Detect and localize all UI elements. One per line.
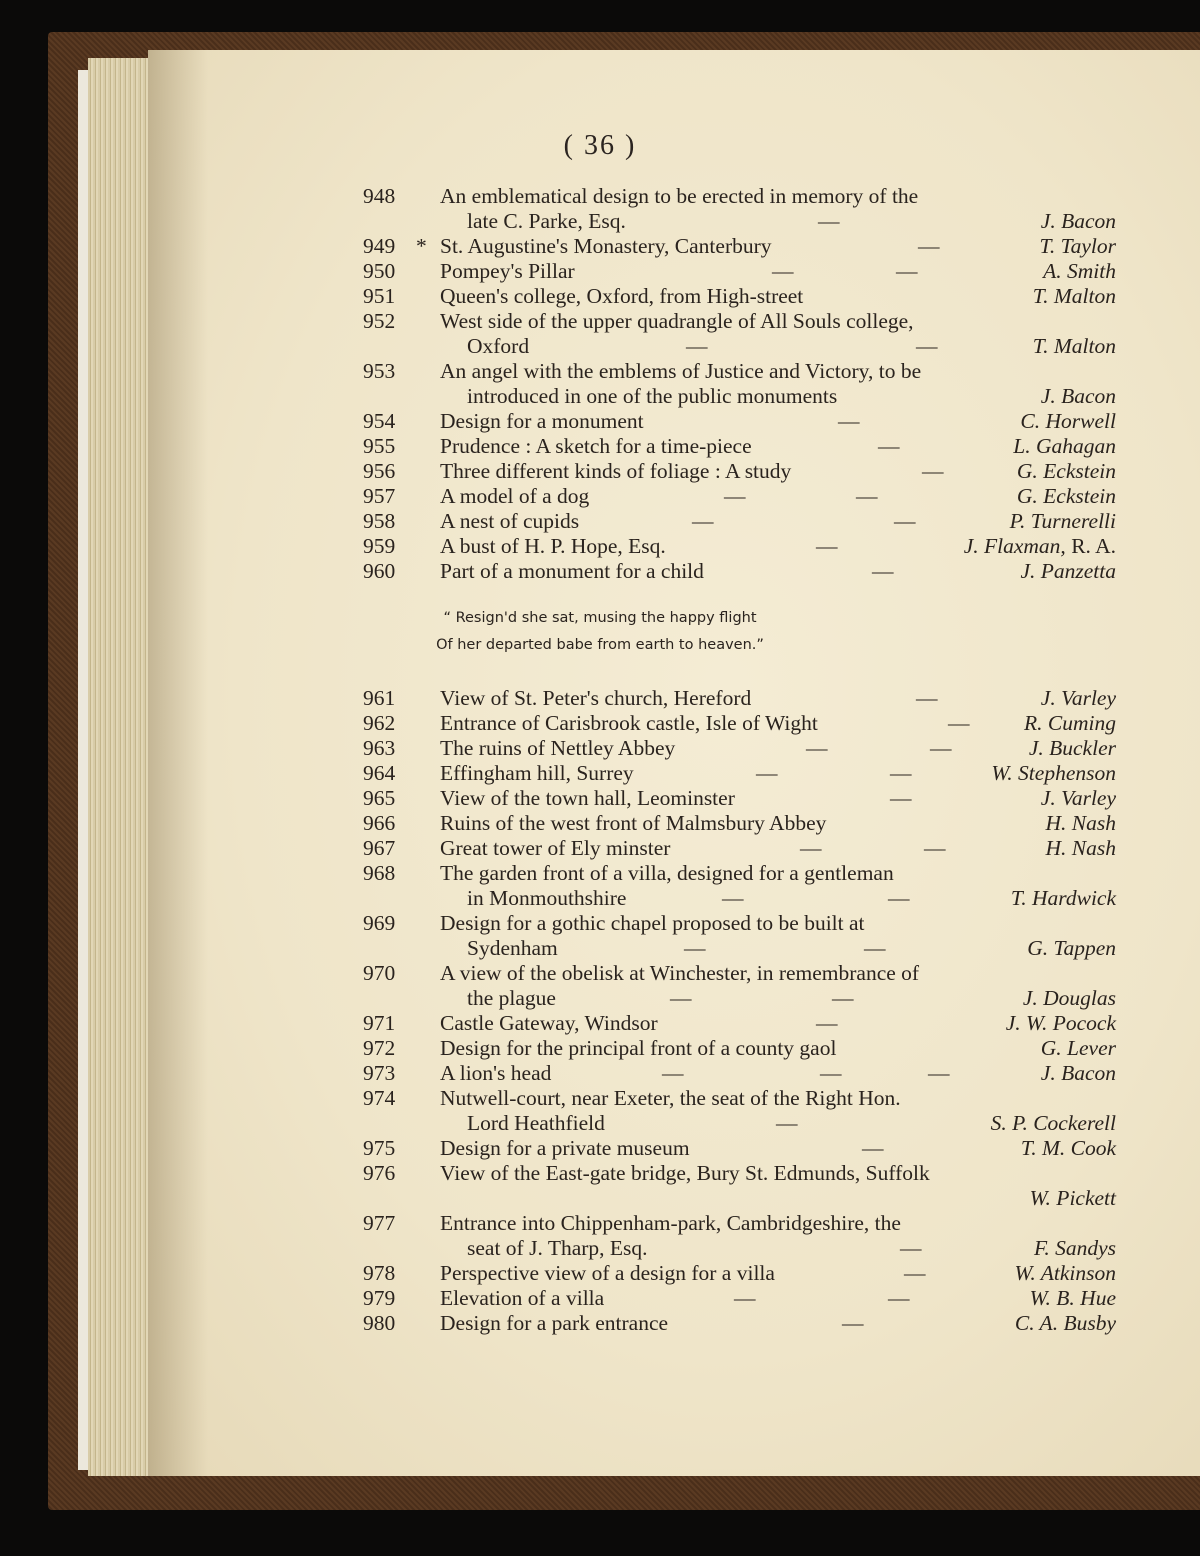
artist-name: J. Varley (1040, 686, 1116, 710)
catalogue-number: 950 (363, 259, 396, 283)
artist-suffix: R. A. (1071, 534, 1116, 558)
entry-title: Design for a gothic chapel proposed to be built at (440, 911, 865, 935)
em-dash: — (878, 434, 900, 458)
em-dash: — (756, 761, 778, 785)
entry-title: View of the town hall, Leominster (440, 786, 735, 810)
artist-name: R. Cuming (1024, 711, 1116, 735)
em-dash: — (842, 1311, 864, 1335)
em-dash: — (816, 1011, 838, 1035)
artist-row (0, 986, 1200, 1012)
entry-title: Three different kinds of foliage : A study (440, 459, 792, 483)
em-dash: — (904, 1261, 926, 1285)
catalogue-number: 959 (363, 534, 396, 558)
artist-name: J. Panzetta (1020, 559, 1116, 583)
artist-name: J. Bacon (1040, 1061, 1116, 1085)
em-dash: — (928, 1061, 950, 1085)
artist-row (0, 761, 1200, 787)
artist-name: J. Bacon (1040, 209, 1116, 233)
catalogue-number: 968 (363, 861, 396, 885)
bottom-entry-977 (0, 1211, 1200, 1237)
catalogue-number: 965 (363, 786, 396, 810)
artist-name: J. W. Pocock (1005, 1011, 1116, 1035)
artist-row (0, 234, 1200, 260)
artist-row (0, 334, 1200, 360)
entry-title: A lion's head (440, 1061, 552, 1085)
artist-name: G. Eckstein (1016, 484, 1116, 508)
em-dash: — (662, 1061, 684, 1085)
entry-title: Perspective view of a design for a villa (440, 1261, 775, 1285)
em-dash: — (776, 1111, 798, 1135)
catalogue-number: 976 (363, 1161, 396, 1185)
em-dash: — (832, 986, 854, 1010)
entry-title: Entrance of Carisbrook castle, Isle of Wight (440, 711, 818, 735)
artist-row (0, 886, 1200, 912)
artist-row (0, 509, 1200, 535)
artist-name: J. Bacon (1040, 384, 1116, 408)
entry-title-line: seat of J. Tharp, Esq. (467, 1236, 648, 1260)
artist-row (0, 409, 1200, 435)
em-dash: — (686, 334, 708, 358)
catalogue-number: 961 (363, 686, 396, 710)
catalogue-number: 974 (363, 1086, 396, 1110)
artist-row (0, 459, 1200, 485)
em-dash: — (724, 484, 746, 508)
catalogue-number: 978 (363, 1261, 396, 1285)
em-dash: — (872, 559, 894, 583)
catalogue-number: 969 (363, 911, 396, 935)
quote-line-2: Of her departed babe from earth to heaven.” (436, 637, 764, 653)
artist-name: W. Atkinson (1014, 1261, 1116, 1285)
catalogue-number: 951 (363, 284, 396, 308)
em-dash: — (930, 736, 952, 760)
artist-name: G. Lever (1040, 1036, 1116, 1060)
entry-title: A model of a dog (440, 484, 590, 508)
catalogue-number: 949 (363, 234, 396, 258)
em-dash: — (684, 936, 706, 960)
entry-title-line: the plague (467, 986, 556, 1010)
em-dash: — (734, 1286, 756, 1310)
artist-name: G. Eckstein (1016, 459, 1116, 483)
entry-title: Design for a park entrance (440, 1311, 669, 1335)
artist-row (0, 1036, 1200, 1062)
bottom-entry-976 (0, 1161, 1200, 1187)
em-dash: — (772, 259, 794, 283)
catalogue-number: 975 (363, 1136, 396, 1160)
top-entry-952 (0, 309, 1200, 335)
entry-title: Ruins of the west front of Malmsbury Abbey (440, 811, 827, 835)
entry-title-line: Oxford (467, 334, 530, 358)
artist-name: T. Malton (1032, 284, 1116, 308)
artist-name: J. Flaxman, R. A. (963, 534, 1116, 558)
quote-line-1: “ Resign'd she sat, musing the happy flight (443, 610, 757, 626)
catalogue-number: 963 (363, 736, 396, 760)
entry-title: Nutwell-court, near Exeter, the seat of the Right Hon. (440, 1086, 901, 1110)
artist-name: T. Hardwick (1010, 886, 1116, 910)
em-dash: — (820, 1061, 842, 1085)
entry-title: Design for a monument (440, 409, 644, 433)
artist-name: W. Stephenson (991, 761, 1116, 785)
artist-row (0, 1136, 1200, 1162)
em-dash: — (722, 886, 744, 910)
bottom-entry-969 (0, 911, 1200, 937)
entry-title: Great tower of Ely minster (440, 836, 671, 860)
artist-row (0, 936, 1200, 962)
artist-row (0, 786, 1200, 812)
catalogue-number: 980 (363, 1311, 396, 1335)
artist-row (0, 1111, 1200, 1137)
artist-row (0, 736, 1200, 762)
artist-name: J. Buckler (1028, 736, 1116, 760)
catalogue-number: 957 (363, 484, 396, 508)
em-dash: — (918, 234, 940, 258)
entry-title: Part of a monument for a child (440, 559, 704, 583)
em-dash: — (856, 484, 878, 508)
artist-name: G. Tappen (1027, 936, 1116, 960)
artist-row (0, 434, 1200, 460)
entry-title-line: Lord Heathfield (467, 1111, 605, 1135)
catalogue-number: 966 (363, 811, 396, 835)
catalogue-number: 971 (363, 1011, 396, 1035)
entry-title: A view of the obelisk at Winchester, in remembrance of (440, 961, 920, 985)
entry-title: West side of the upper quadrangle of All Souls college, (440, 309, 914, 333)
artist-name: J. Douglas (1022, 986, 1116, 1010)
bottom-entry-968 (0, 861, 1200, 887)
artist-row (0, 1286, 1200, 1312)
catalogue-number: 953 (363, 359, 396, 383)
catalogue-number: 977 (363, 1211, 396, 1235)
entry-title: An angel with the emblems of Justice and Victory, to be (440, 359, 922, 383)
catalogue-number: 973 (363, 1061, 396, 1085)
artist-row (0, 1261, 1200, 1287)
em-dash: — (894, 509, 916, 533)
catalogue-number: 958 (363, 509, 396, 533)
artist-row (0, 209, 1200, 235)
entry-title: Castle Gateway, Windsor (440, 1011, 658, 1035)
entry-title: View of St. Peter's church, Hereford (440, 686, 752, 710)
artist-name: C. A. Busby (1014, 1311, 1116, 1335)
page-number-header: ( 36 ) (563, 130, 637, 161)
catalogue-number: 967 (363, 836, 396, 860)
em-dash: — (670, 986, 692, 1010)
em-dash: — (922, 459, 944, 483)
em-dash: — (916, 686, 938, 710)
artist-row (0, 1061, 1200, 1087)
em-dash: — (864, 936, 886, 960)
entry-title: Prudence : A sketch for a time-piece (440, 434, 752, 458)
catalogue-number: 970 (363, 961, 396, 985)
entry-title: The garden front of a villa, designed for a gentleman (440, 861, 894, 885)
artist-name: L. Gahagan (1013, 434, 1116, 458)
artist-row (0, 1236, 1200, 1262)
asterisk-mark: * (416, 234, 427, 258)
em-dash: — (800, 836, 822, 860)
artist-row (0, 484, 1200, 510)
catalogue-number: 979 (363, 1286, 396, 1310)
bottom-entry-974 (0, 1086, 1200, 1112)
em-dash: — (896, 259, 918, 283)
entry-title: Design for the principal front of a county gaol (440, 1036, 837, 1060)
artist-row (0, 836, 1200, 862)
artist-name: P. Turnerelli (1009, 509, 1116, 533)
entry-title: Design for a private museum (440, 1136, 690, 1160)
em-dash: — (900, 1236, 922, 1260)
entry-title-line: Sydenham (467, 936, 558, 960)
artist-row (0, 1011, 1200, 1037)
bottom-entry-970 (0, 961, 1200, 987)
artist-name: T. M. Cook (1020, 1136, 1116, 1160)
entry-title-line: introduced in one of the public monuments (467, 384, 838, 408)
entry-title: The ruins of Nettley Abbey (440, 736, 676, 760)
artist-name: S. P. Cockerell (990, 1111, 1116, 1135)
em-dash: — (924, 836, 946, 860)
artist-row (0, 384, 1200, 410)
em-dash: — (692, 509, 714, 533)
artist-row (0, 686, 1200, 712)
entry-title: A nest of cupids (440, 509, 580, 533)
catalogue-number: 962 (363, 711, 396, 735)
entry-title: Effingham hill, Surrey (440, 761, 634, 785)
artist-name: T. Malton (1032, 334, 1116, 358)
em-dash: — (916, 334, 938, 358)
em-dash: — (890, 786, 912, 810)
em-dash: — (818, 209, 840, 233)
em-dash: — (888, 1286, 910, 1310)
entry-title: An emblematical design to be erected in memory of the (440, 184, 919, 208)
catalogue-number: 952 (363, 309, 396, 333)
artist-name: J. Varley (1040, 786, 1116, 810)
em-dash: — (862, 1136, 884, 1160)
entry-title-line: in Monmouthshire (467, 886, 627, 910)
artist-name: T. Taylor (1039, 234, 1116, 258)
em-dash: — (888, 886, 910, 910)
artist-name: F. Sandys (1033, 1236, 1116, 1260)
artist-name: H. Nash (1045, 811, 1116, 835)
catalogue-number: 955 (363, 434, 396, 458)
top-entry-948 (0, 184, 1200, 210)
entry-title: Elevation of a villa (440, 1286, 605, 1310)
entry-title: View of the East-gate bridge, Bury St. Edmunds, Suffolk (440, 1161, 930, 1185)
artist-name: W. B. Hue (1029, 1286, 1116, 1310)
artist-row (0, 811, 1200, 837)
artist-row (0, 284, 1200, 310)
catalogue-number: 972 (363, 1036, 396, 1060)
artist-row (0, 1311, 1200, 1337)
em-dash: — (838, 409, 860, 433)
artist-row (0, 534, 1200, 560)
entry-title: Entrance into Chippenham-park, Cambridgeshire, the (440, 1211, 901, 1235)
entry-title: A bust of H. P. Hope, Esq. (440, 534, 666, 558)
top-entry-953 (0, 359, 1200, 385)
catalogue-number: 954 (363, 409, 396, 433)
entry-title: St. Augustine's Monastery, Canterbury (440, 234, 772, 258)
entry-title: Pompey's Pillar (440, 259, 575, 283)
catalogue-number: 956 (363, 459, 396, 483)
em-dash: — (816, 534, 838, 558)
artist-name: A. Smith (1043, 259, 1116, 283)
em-dash: — (890, 761, 912, 785)
artist-row (0, 259, 1200, 285)
em-dash: — (806, 736, 828, 760)
artist-name: H. Nash (1045, 836, 1116, 860)
catalogue-number: 964 (363, 761, 396, 785)
artist-row (0, 711, 1200, 737)
artist-name: W. Pickett (1029, 1186, 1116, 1210)
artist-name: C. Horwell (1020, 409, 1116, 433)
entry-title-line: late C. Parke, Esq. (467, 209, 626, 233)
em-dash: — (948, 711, 970, 735)
catalogue-number: 960 (363, 559, 396, 583)
artist-row (0, 1186, 1200, 1212)
artist-row (0, 559, 1200, 585)
catalogue-number: 948 (363, 184, 396, 208)
entry-title: Queen's college, Oxford, from High-street (440, 284, 804, 308)
